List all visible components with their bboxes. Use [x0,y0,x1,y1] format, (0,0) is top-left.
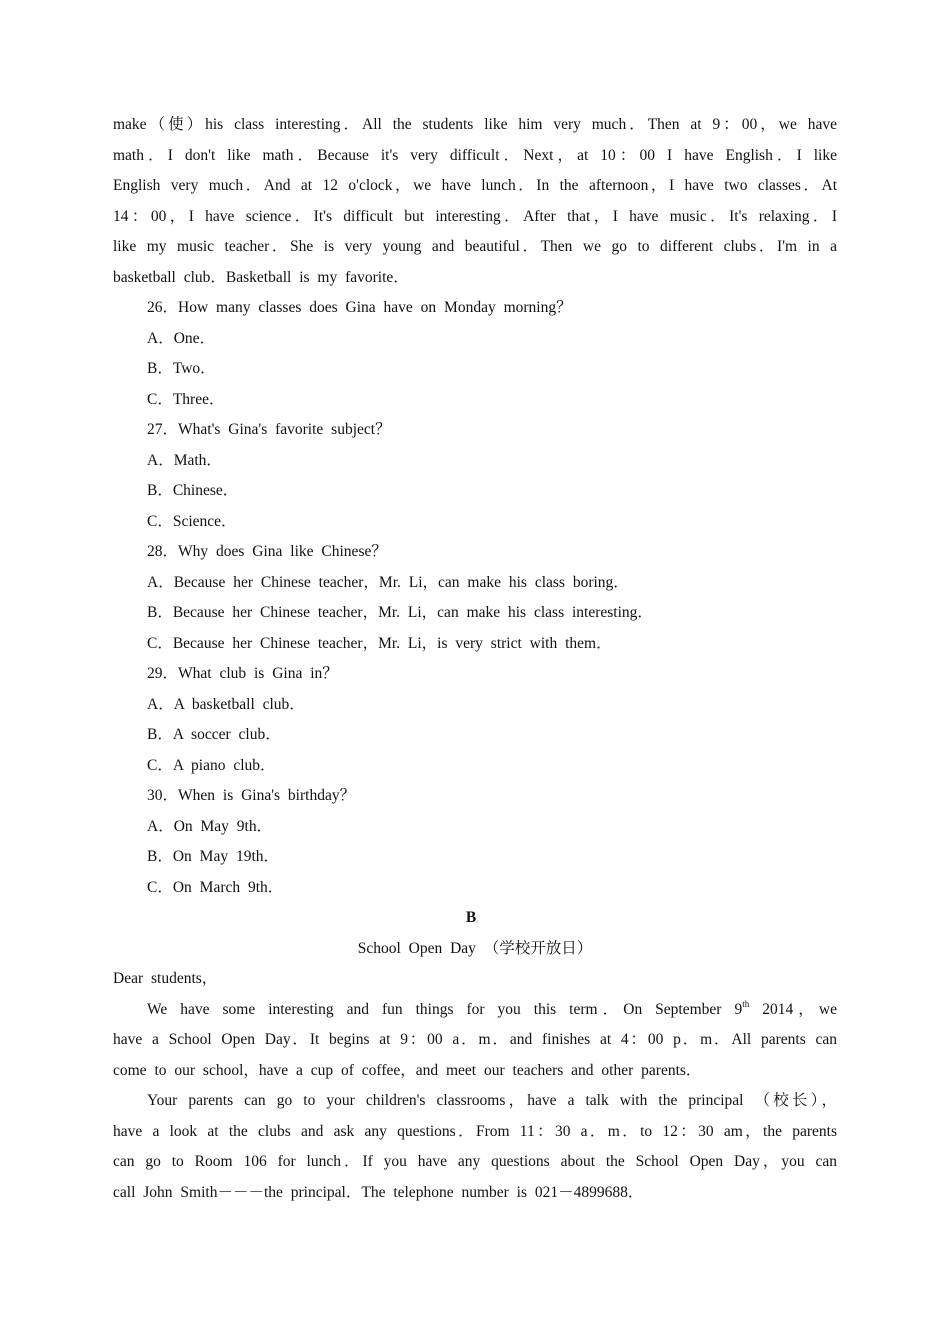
letter-line: have a look at the clubs and ask any questions．From 11：30 a．m．to 12：30 am，the parents [113,1122,837,1140]
option-b[interactable]: B．A soccer club． [147,726,281,743]
passage-line: basketball club．Basketball is my favorite． [113,268,409,286]
option-c[interactable]: C．Because her Chinese teacher，Mr. Li，is very strict with them． [147,634,612,652]
option-a[interactable]: A．One． [147,329,216,347]
question-stem: 27．What's Gina's favorite subject？ [147,421,391,438]
letter-line: have a School Open Day．It begins at 9：00 a．m．and finishes at 4：00 p．m．All parents can [113,1031,837,1048]
section-title: School Open Day （学校开放日） [357,939,593,957]
option-c[interactable]: C．A piano club． [147,756,276,774]
section-label [113,903,837,934]
letter-line [113,995,837,1026]
option-b[interactable]: B．Because her Chinese teacher，Mr. Li，can make his class interesting． [147,604,653,621]
option-b[interactable]: B．Two． [147,360,216,377]
option-b[interactable]: B．On May 19th． [147,848,280,865]
letter-line: call John Smith－－－the principal．The telephone number is 021－4899688． [113,1183,644,1201]
passage-line: math．I don't like math．Because it's very difficult．Next，at 10：00 I have English．I like [113,146,837,164]
letter-line: can go to Room 106 for lunch．If you have any questions about the School Open Day，you can [113,1153,837,1170]
question-27 [147,415,837,537]
question-26 [147,293,837,415]
option-c[interactable]: C．Three． [147,390,225,408]
question-stem: 28．Why does Gina like Chinese？ [147,543,387,560]
passage-line: make（使）his class interesting．All the students like him very much．Then at 9：00，we have [113,116,837,133]
question-stem: 30．When is Gina's birthday？ [147,787,356,804]
ordinal-suffix: th [742,998,750,1009]
letter-greeting: Dear students， [113,970,218,987]
option-c[interactable]: C．Science． [147,512,237,530]
letter-line: come to our school，have a cup of coffee，and meet our teachers and other parents． [113,1061,702,1079]
passage-line: 14：00，I have science．It's difficult but interesting．After that，I have music．It's relaxing．I [113,207,837,225]
option-a[interactable]: A．Math． [147,451,222,469]
question-stem: 26．How many classes does Gina have on Monday morning？ [147,299,572,316]
passage-line: English very much．And at 12 o'clock，we have lunch．In the afternoon，I have two classes．At [113,177,837,194]
letter-text: 2014，we [749,1000,837,1018]
paragraph-mark: 。 [476,915,485,924]
section-b [113,903,837,1208]
letter-line: Your parents can go to your children's classrooms，have a talk with the principal （校长）， [147,1092,837,1109]
option-a[interactable]: A．On May 9th． [147,817,273,835]
option-c[interactable]: C．On March 9th． [147,878,284,896]
letter-text: We have some interesting and fun things for you this term．On September 9 [147,1000,743,1018]
question-30 [147,781,837,903]
option-a[interactable]: A．A basketball club． [147,695,305,713]
option-a[interactable]: A．Because her Chinese teacher，Mr. Li，can make his class boring． [147,573,629,591]
passage-line: like my music teacher．She is very young and beautiful．Then we go to different clubs．I'm in a [113,238,837,255]
question-28 [147,537,837,659]
option-b[interactable]: B．Chinese． [147,482,239,499]
question-29 [147,659,837,781]
question-list [113,293,837,903]
section-label-text: B [465,909,477,926]
document-page [113,110,837,1208]
passage-a [113,110,837,293]
question-stem: 29．What club is Gina in？ [147,665,338,682]
